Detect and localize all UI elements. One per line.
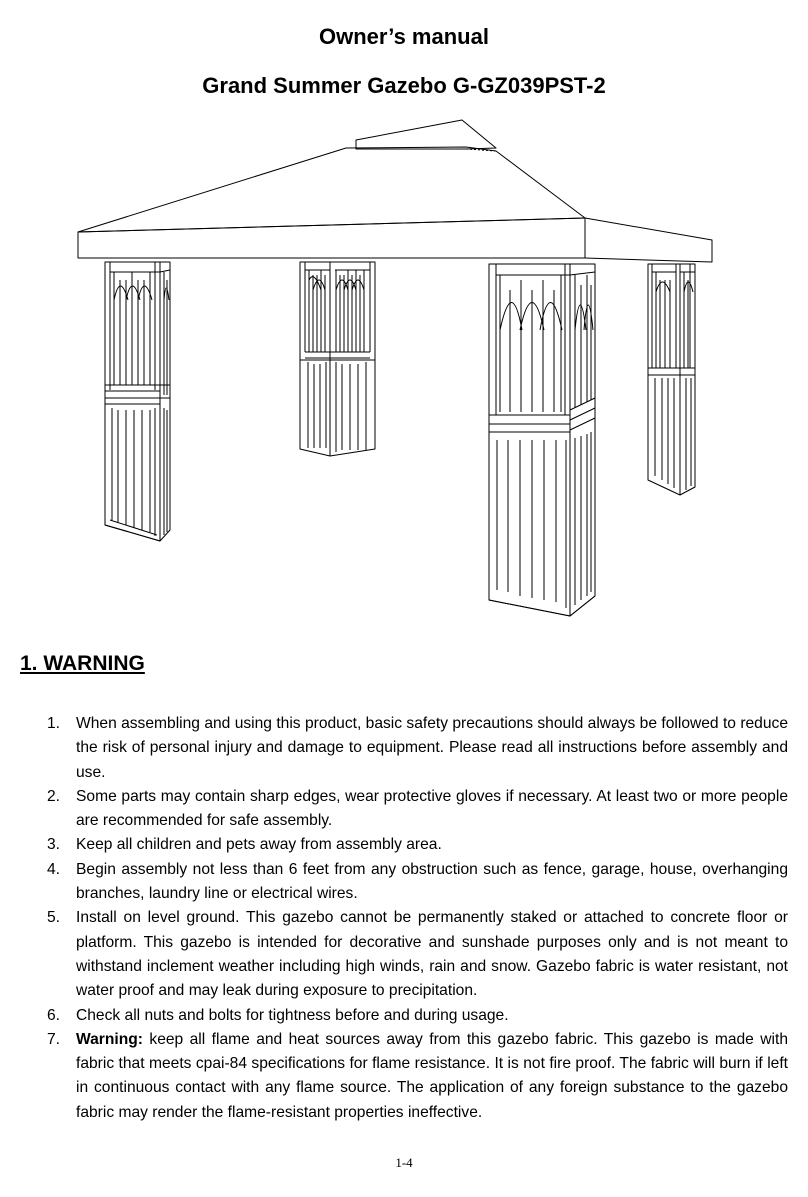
back-left-post-icon (300, 262, 375, 456)
warning-item-number: 6. (47, 1006, 61, 1024)
warning-item (47, 833, 788, 857)
warning-item (47, 1028, 788, 1125)
warning-item-text: Begin assembly not less than 6 feet from any obstruction such as fence, garage, house, overhanging branches, laundry line or electrical wires. (76, 860, 788, 903)
warning-heading: 1. WARNING (20, 652, 145, 675)
page-number: 1-4 (395, 1155, 413, 1170)
warning-item-number: 2. (47, 787, 61, 805)
warning-item (47, 906, 788, 1003)
warning-item-text: Check all nuts and bolts for tightness before and during usage. (76, 1006, 509, 1024)
warning-item-number: 7. (47, 1030, 61, 1048)
front-left-post-icon (105, 262, 170, 541)
warning-item-number: 5. (47, 909, 61, 927)
warning-item-text: Keep all children and pets away from assembly area. (76, 836, 442, 854)
warning-item (47, 712, 788, 785)
warning-item-text: Some parts may contain sharp edges, wear protective gloves if necessary. At least two or more people are recommended for safe assembly. (76, 787, 788, 830)
warning-list (47, 712, 788, 1125)
manual-title: Owner’s manual (319, 24, 489, 49)
warning-item-number: 3. (47, 836, 61, 854)
front-right-post-icon (489, 264, 595, 616)
warning-item-number: 4. (47, 860, 61, 878)
product-title: Grand Summer Gazebo G-GZ039PST-2 (202, 73, 606, 98)
warning-item-number: 1. (47, 715, 61, 732)
warning-item (47, 785, 788, 834)
warning-item (47, 1004, 788, 1028)
back-right-post-icon (648, 264, 695, 495)
warning-item-text: keep all flame and heat sources away from this gazebo fabric. This gazebo is made with fabric that meets cpai-84 specifications for flame resistance. It is not fire proof. The fabric will burn if left in continuous contact with any flame source. The application of any foreign substance to the gazebo fabric may render the flame-resistant properties ineffective. (76, 1030, 788, 1121)
warning-item (47, 858, 788, 907)
gazebo-illustration-icon (70, 110, 720, 620)
warning-item-bold-prefix: Warning: (76, 1030, 143, 1048)
warning-item-text: Install on level ground. This gazebo cannot be permanently staked or attached to concrete floor or platform. This gazebo is intended for decorative and sunshade purposes only and is not meant to withstand inclement weather including high winds, rain and snow. Gazebo fabric is water resistant, not water proof and may leak during exposure to precipitation. (76, 909, 788, 1000)
warning-item-text: When assembling and using this product, basic safety precautions should always be followed to reduce the risk of personal injury and damage to equipment. Please read all instructions before assembly and use. (76, 715, 788, 781)
